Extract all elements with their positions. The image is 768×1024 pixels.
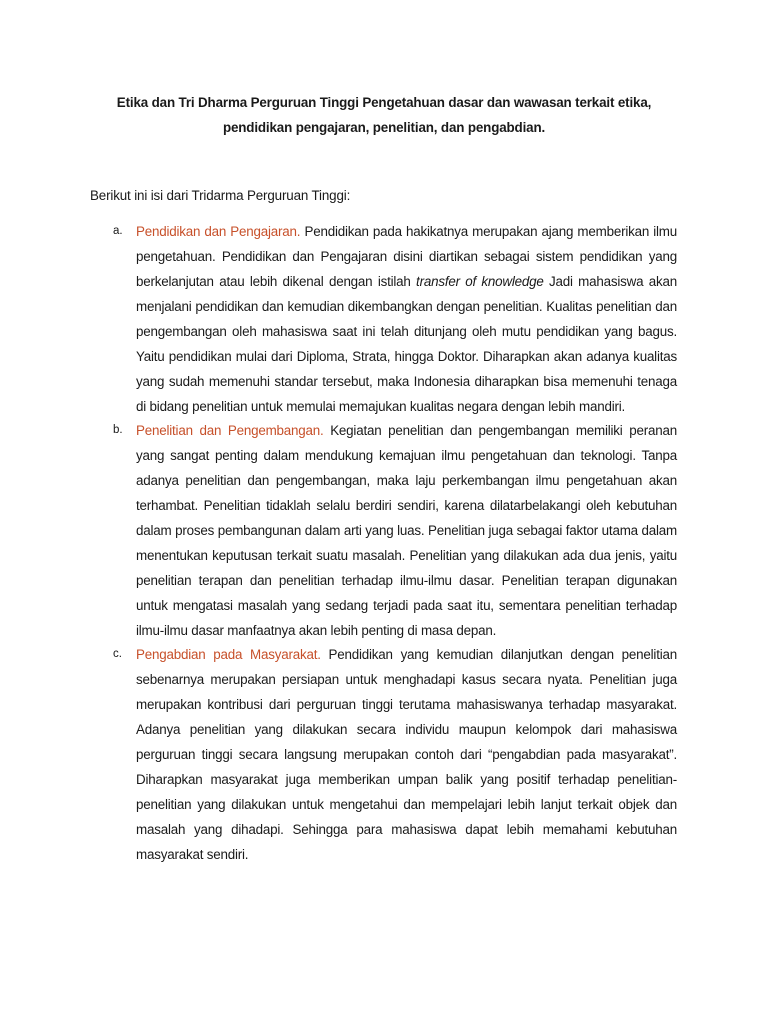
item-heading: Pengabdian pada Masyarakat. [136, 647, 321, 662]
item-text: Kegiatan penelitian dan pengembangan memiliki peranan yang sangat penting dalam mendukung kemajuan ilmu pengetahuan dan teknologi. Tanpa adanya penelitian dan pengembangan, maka laju perkembangan ilmu pengetahuan akan terhambat. Penelitian tidaklah selalu berdiri sendiri, karena dilatarbelakangi oleh kebutuhan dalam proses pembangunan dalam arti yang luas. Penelitian juga sebagai faktor utama dalam menentukan keputusan terkait suatu masalah. Penelitian yang dilakukan ada dua jenis, yaitu penelitian terapan dan penelitian terhadap ilmu-ilmu dasar. Penelitian terapan digunakan untuk mengatasi masalah yang sedang terjadi pada saat itu, sementara penelitian terhadap ilmu-ilmu dasar manfaatnya akan lebih penting di masa depan. [136, 423, 677, 638]
item-heading: Penelitian dan Pengembangan. [136, 423, 324, 438]
list-item-pendidikan [113, 219, 677, 419]
list-item-pengabdian [113, 642, 677, 867]
list-item-penelitian [113, 418, 677, 643]
list-marker: a. [113, 225, 123, 237]
list-marker: c. [113, 648, 122, 660]
item-text: Pendidikan yang kemudian dilanjutkan dengan penelitian sebenarnya merupakan persiapan untuk menghadapi kasus secara nyata. Penelitian juga merupakan kontribusi dari perguruan tinggi terutama mahasiswanya terhadap masyarakat. Adanya penelitian yang dilakukan secara individu maupun kelompok dari mahasiswa perguruan tinggi secara langsung merupakan contoh dari “pengabdian pada masyarakat”. Diharapkan masyarakat juga memberikan umpan balik yang positif terhadap penelitian-penelitian yang dilakukan untuk mengetahui dan mempelajari lebih lanjut terkait objek dan masalah yang dihadapi. Sehingga para mahasiswa dapat lebih memahami kebutuhan masyarakat sendiri. [136, 647, 677, 862]
document-title: Etika dan Tri Dharma Perguruan Tinggi Pengetahuan dasar dan wawasan terkait etika, pendidikan pengajaran, penelitian, dan pengabdian. [116, 95, 652, 135]
list-marker: b. [113, 424, 123, 436]
item-text: Pendidikan pada hakikatnya merupakan ajang memberikan ilmu pengetahuan. Pendidikan dan Pengajaran disini diartikan sebagai sistem pendidikan yang berkelanjutan atau lebih dikenal dengan istilah [136, 224, 677, 289]
italic-term: transfer of knowledge [416, 274, 544, 289]
item-heading: Pendidikan dan Pengajaran. [136, 224, 301, 239]
intro-paragraph: Berikut ini isi dari Tridarma Perguruan Tinggi: [90, 188, 351, 203]
item-text-continued: Jadi mahasiswa akan menjalani pendidikan dan kemudian dikembangkan dengan penelitian. Kualitas penelitian dan pengembangan oleh mahasiswa saat ini telah ditunjang oleh mutu pendidikan yang bagus. Yaitu pendidikan mulai dari Diploma, Strata, hingga Doktor. Diharapkan akan adanya kualitas yang sudah memenuhi standar tersebut, maka Indonesia diharapkan bisa memenuhi tenaga di bidang penelitian untuk memulai memajukan kualitas negara dengan lebih mandiri. [136, 274, 677, 414]
